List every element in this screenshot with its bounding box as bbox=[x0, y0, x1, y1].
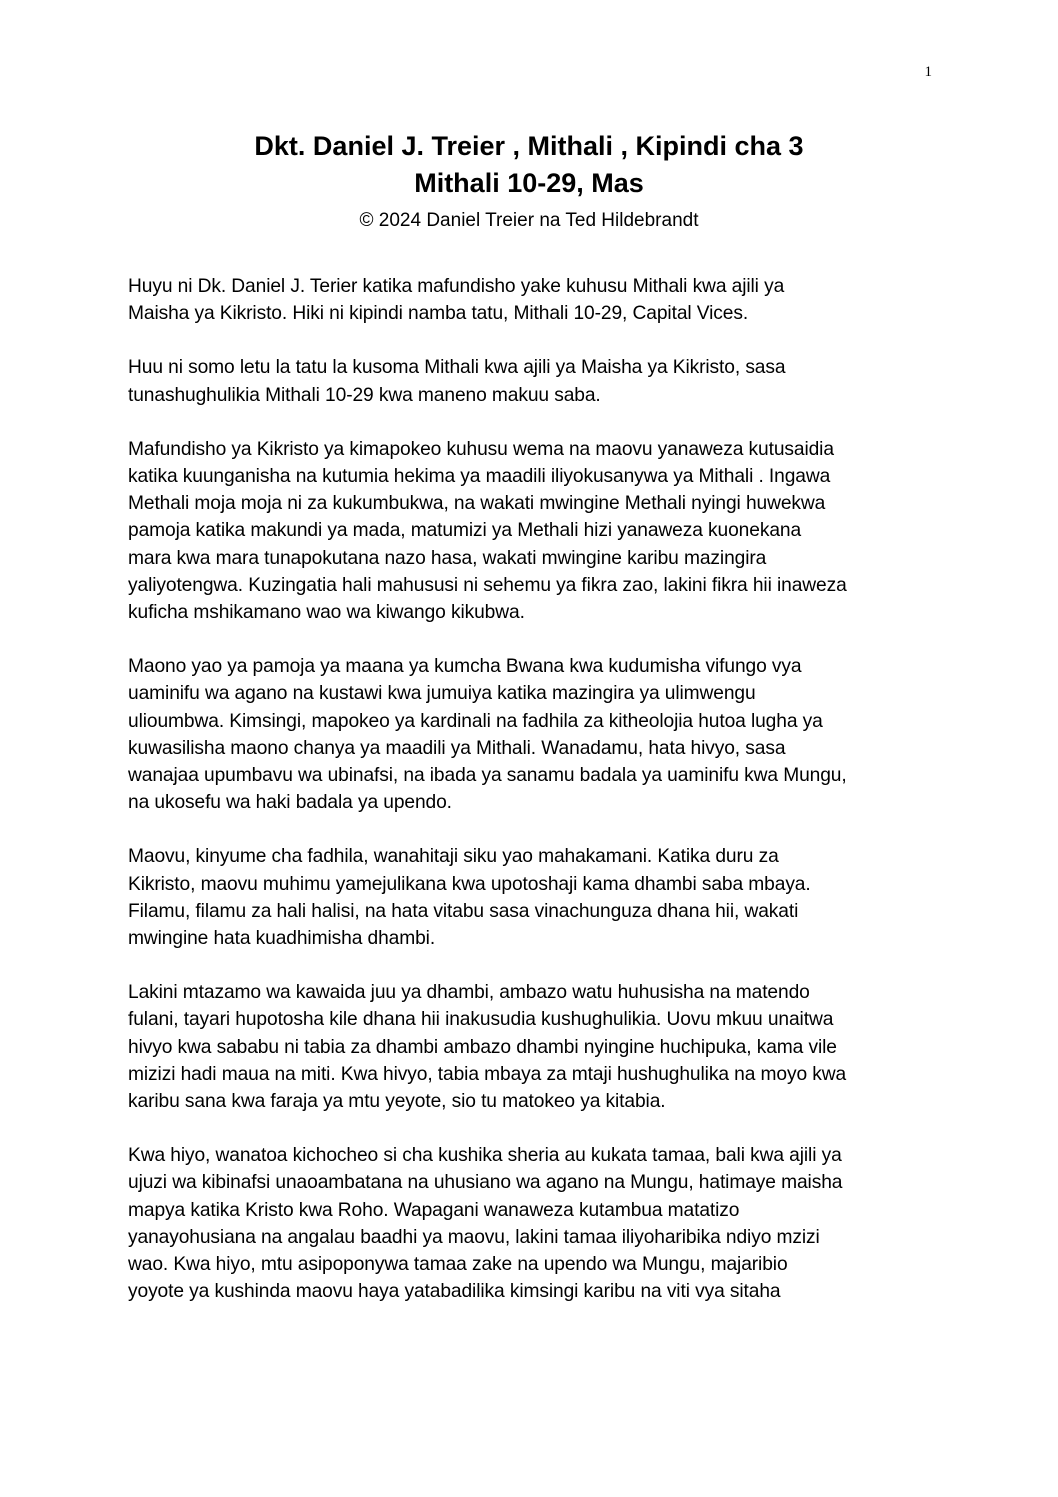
text-line: Maono yao ya pamoja ya maana ya kumcha Bwana kwa kudumisha vifungo vya bbox=[128, 656, 802, 678]
text-line: Maisha ya Kikristo. Hiki ni kipindi namba tatu, Mithali 10-29, Capital Vices. bbox=[128, 303, 749, 325]
document-subtitle: Mithali 10-29, Mas bbox=[414, 168, 644, 198]
title-block bbox=[0, 128, 1058, 234]
text-line: kuwasilisha maono chanya ya maadili ya Mithali. Wanadamu, hata hivyo, sasa bbox=[128, 737, 786, 759]
text-line: Mafundisho ya Kikristo ya kimapokeo kuhusu wema na maovu yanaweza kutusaidia bbox=[128, 438, 834, 460]
document-title: Dkt. Daniel J. Treier , Mithali , Kipindi cha 3 bbox=[254, 131, 804, 161]
text-line: katika kuunganisha na kutumia hekima ya maadili iliyokusanywa ya Mithali . Ingawa bbox=[128, 466, 831, 488]
text-line: na ukosefu wa haki badala ya upendo. bbox=[128, 792, 452, 814]
text-line: hivyo kwa sababu ni tabia za dhambi ambazo dhambi nyingine huchipuka, kama vile bbox=[128, 1036, 837, 1058]
text-line: Maovu, kinyume cha fadhila, wanahitaji siku yao mahakamani. Katika duru za bbox=[128, 846, 779, 868]
text-line: wanajaa upumbavu wa ubinafsi, na ibada ya sanamu badala ya uaminifu kwa Mungu, bbox=[128, 765, 847, 787]
text-line: mizizi hadi maua na miti. Kwa hivyo, tabia mbaya za mtaji hushughulika na moyo kwa bbox=[128, 1063, 847, 1085]
text-line: tunashughulikia Mithali 10-29 kwa maneno makuu saba. bbox=[128, 384, 601, 406]
text-line: yoyote ya kushinda maovu haya yatabadilika kimsingi karibu na viti vya sitaha bbox=[128, 1281, 781, 1303]
text-line: ulioumbwa. Kimsingi, mapokeo ya kardinali na fadhila za kitheolojia hutoa lugha ya bbox=[128, 710, 823, 732]
text-line: karibu sana kwa faraja ya mtu yeyote, sio tu matokeo ya kitabia. bbox=[128, 1091, 666, 1113]
text-line: pamoja katika makundi ya mada, matumizi ya Methali hizi yanaweza kuonekana bbox=[128, 520, 802, 542]
text-line: yaliyotengwa. Kuzingatia hali mahususi ni sehemu ya fikra zao, lakini fikra hii inaweza bbox=[128, 574, 847, 596]
text-line: kuficha mshikamano wao wa kiwango kikubwa. bbox=[128, 602, 525, 624]
paragraph bbox=[128, 843, 930, 952]
text-line: fulani, tayari hupotosha kile dhana hii inakusudia kushughulikia. Uovu mkuu unaitwa bbox=[128, 1009, 834, 1031]
text-line: mapya katika Kristo kwa Roho. Wapagani wanaweza kutambua matatizo bbox=[128, 1199, 740, 1221]
text-line: mwingine hata kuadhimisha dhambi. bbox=[128, 928, 436, 950]
copyright-notice: © 2024 Daniel Treier na Ted Hildebrandt bbox=[359, 210, 699, 231]
text-line: Kwa hiyo, wanatoa kichocheo si cha kushika sheria au kukata tamaa, bali kwa ajili ya bbox=[128, 1145, 842, 1167]
document-body bbox=[128, 273, 930, 1333]
text-line: Lakini mtazamo wa kawaida juu ya dhambi, ambazo watu huhusisha na matendo bbox=[128, 982, 810, 1004]
text-line: Huu ni somo letu la tatu la kusoma Mithali kwa ajili ya Maisha ya Kikristo, sasa bbox=[128, 357, 786, 379]
paragraph bbox=[128, 979, 930, 1115]
text-line: Kikristo, maovu muhimu yamejulikana kwa upotoshaji kama dhambi saba mbaya. bbox=[128, 873, 811, 895]
text-line: wao. Kwa hiyo, mtu asipoponywa tamaa zake na upendo wa Mungu, majaribio bbox=[128, 1254, 788, 1276]
text-line: ujuzi wa kibinafsi unaoambatana na uhusiano wa agano na Mungu, hatimaye maisha bbox=[128, 1172, 843, 1194]
paragraph bbox=[128, 1142, 930, 1305]
text-line: Filamu, filamu za hali halisi, na hata vitabu sasa vinachunguza dhana hii, wakati bbox=[128, 900, 799, 922]
page-number: 1 bbox=[924, 64, 932, 80]
text-line: Methali moja moja ni za kukumbukwa, na wakati mwingine Methali nyingi huwekwa bbox=[128, 493, 826, 515]
paragraph bbox=[128, 653, 930, 816]
text-line: Huyu ni Dk. Daniel J. Terier katika mafundisho yake kuhusu Mithali kwa ajili ya bbox=[128, 276, 785, 297]
text-line: uaminifu wa agano na kustawi kwa jumuiya katika mazingira ya ulimwengu bbox=[128, 683, 756, 705]
text-line: yanayohusiana na angalau baadhi ya maovu, lakini tamaa iliyoharibika ndiyo mzizi bbox=[128, 1226, 820, 1248]
text-line: mara kwa mara tunapokutana nazo hasa, wakati mwingine karibu mazingira bbox=[128, 547, 767, 569]
paragraph bbox=[128, 354, 930, 408]
paragraph bbox=[128, 436, 930, 626]
paragraph bbox=[128, 273, 930, 327]
